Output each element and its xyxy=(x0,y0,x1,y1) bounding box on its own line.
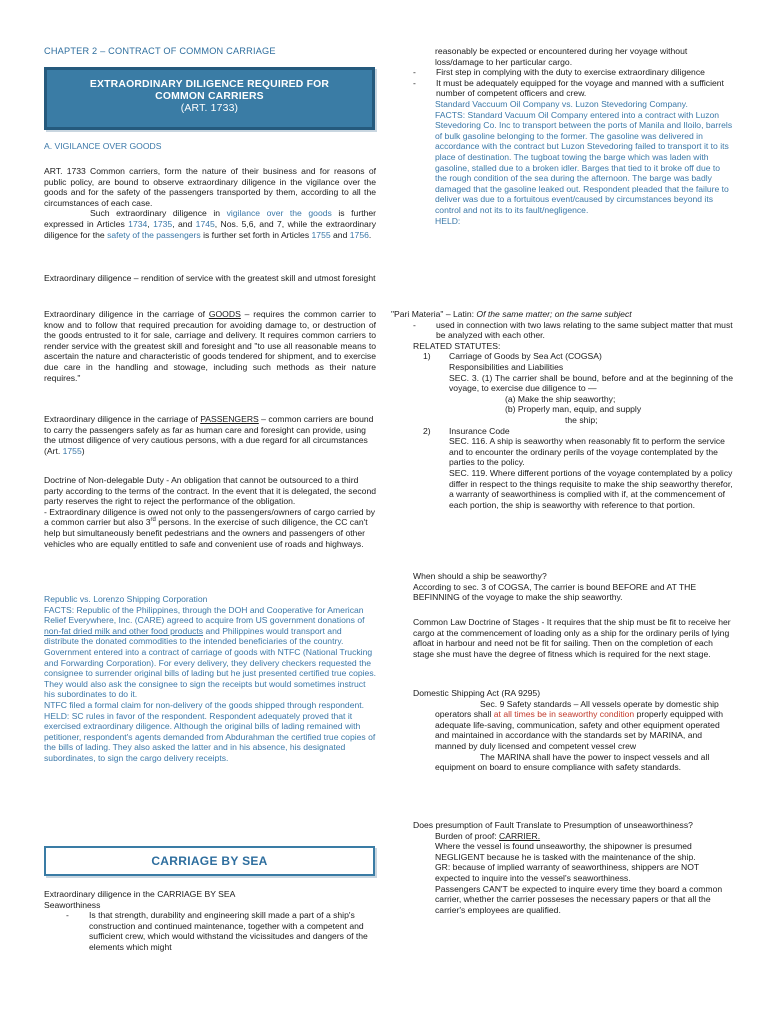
cogsa-sec-3b: (b) Properly man, equip, and supply xyxy=(505,404,642,415)
non-delegable-definition: Doctrine of Non-delegable Duty - An obligation that cannot be outsourced to a third party according to the terms of the contract. In the event that it is delegated, the second party reserves the right to reject the performance of the obligation. xyxy=(44,475,377,507)
cogsa-title: Carriage of Goods by Sea Act (COGSA) xyxy=(449,351,602,362)
case-standard-vaccuum xyxy=(391,99,733,226)
carrier-term: CARRIER. xyxy=(499,830,541,841)
bullet-first-step: - First step in complying with the duty to exercise extraordinary diligence xyxy=(391,67,733,78)
text-run: , Nos. 5,6, and 7, while the extraordinary diligence for the xyxy=(44,218,376,240)
seaworthiness-heading: Seaworthiness xyxy=(44,899,101,910)
text-run: Such extraordinary diligence in xyxy=(90,208,227,219)
when-seaworthy-question: When should a ship be seaworthy? xyxy=(413,571,547,581)
carriage-by-sea-heading: CARRIAGE BY SEA xyxy=(44,846,375,876)
text-run: is further expressed in Articles xyxy=(44,208,376,229)
when-seaworthy-section xyxy=(391,571,733,603)
chapter-heading: CHAPTER 2 – CONTRACT OF COMMON CARRIAGE xyxy=(44,46,276,56)
title-line-1: EXTRAORDINARY DILIGENCE REQUIRED FOR xyxy=(89,79,330,90)
safety-passengers-link[interactable]: safety of the passengers xyxy=(107,229,201,240)
text-run: Burden of proof: xyxy=(435,830,500,841)
article-1735-link[interactable]: 1735 xyxy=(153,218,173,229)
related-statutes-heading: RELATED STATUTES: xyxy=(413,340,501,351)
insurance-code-title: Insurance Code xyxy=(449,425,510,436)
text-run: . xyxy=(368,229,372,240)
bullet-equipped: - It must be adequately equipped for the voyage and manned with a sufficient number of competent officers and crew. xyxy=(391,78,733,99)
text-run: and Philippines would transport and distribute the donated commodities to the intended beneficiaries of the country. xyxy=(44,625,344,647)
carriage-by-sea-section xyxy=(44,889,376,953)
seaworthiness-continued: reasonably be expected or encountered during her voyage without loss/damage to her particular cargo. xyxy=(435,46,688,67)
text-run: - Extraordinary diligence is owed not only to the passengers/owners of cargo carried by a common carrier but also 3 xyxy=(44,506,376,528)
seaworthy-condition-highlight: at all times be in seaworthy condition xyxy=(493,709,635,720)
text-run: Sec. 9 Safety standards – All vessels operate by domestic ship operators shall xyxy=(435,698,719,720)
text-run: persons. In the exercise of such diligence, the CC can't help but simultaneously benefit pedestrians and the owners and passengers of other vehicles who are equally entitled to safe and convenient use of roads and highways. xyxy=(44,517,368,549)
insurance-sec-119: SEC. 119. Where different portions of the voyage contemplated by a policy differ in respect to the things requisite to make the ship seaworthy therefor, a warranty of seaworthiness is complied with if, at the commencement of each portion, the ship is seaworthy with reference to that portion. xyxy=(449,467,733,510)
when-seaworthy-answer: According to sec. 3 of COGSA, The carrier is bound BEFORE and AT THE BEFINNING of the voyage to make the ship seaworthy. xyxy=(413,581,697,603)
pari-materia-bullet: - used in connection with two laws relating to the same subject matter that must be analyzed with each other. xyxy=(391,320,733,341)
article-1755-link[interactable]: 1755 xyxy=(311,229,331,240)
further-expressed-paragraph xyxy=(44,208,376,240)
right-column-top xyxy=(391,46,733,226)
text-run: Extraordinary diligence in the carriage of xyxy=(44,414,201,424)
passengers-note: Passengers CAN'T be expected to inquire every time they board a common carrier, whether the carrier posseses the necessary papers or that all the carrier's employees are qualified. xyxy=(435,883,723,915)
text-run: non-fat dried milk and other food products xyxy=(44,625,204,636)
text-run: , xyxy=(147,218,154,229)
domestic-shipping-act-title: Domestic Shipping Act (RA 9295) xyxy=(413,688,541,698)
article-1756-link[interactable]: 1756 xyxy=(349,229,369,240)
title-line-2: COMMON CARRIERS xyxy=(155,90,264,102)
text-run: – requires the common carrier to know and to follow that required precaution for avoiding damage to, or destruction of the goods entrusted to it for sale, carriage and delivery. It requires common carriers to render service with the greatest skill and foresight and "to use all reasonable means to ascertain the nature and characteristic of goods tendered for shipment, and to exercise due care in the handling and stowage, including such methods as their nature requires." xyxy=(44,309,376,383)
insurance-sec-116: SEC. 116. A ship is seaworthy when reasonably fit to perform the service and to encounter the ordinary perils of the voyage contemplated by the parties to the policy. xyxy=(449,436,725,468)
case-held: HELD: xyxy=(435,215,461,226)
presumption-question: Does presumption of Fault Translate to Presumption of unseaworthiness? xyxy=(413,820,693,830)
text-run: is further set forth in Articles xyxy=(200,229,312,240)
section-a-heading: A. VIGILANCE OVER GOODS xyxy=(44,141,162,151)
case-held: HELD: SC rules in favor of the respondent. Respondent adequately proved that it exercised extraordinary diligence. Although the original bills of lading remained with petitioner, respondent's agents demanded from Abdurahman the certified true copies of the bills of lading. They also asked the latter and in his absence, his designated subordinates, to sign the cargo delivery receipts. xyxy=(44,710,376,763)
extraordinary-diligence-definition: Extraordinary diligence – rendition of service with the greatest skill and utmost foresight xyxy=(44,273,376,283)
text-run: "Pari Materia" – Latin: xyxy=(391,309,477,319)
text-run: FACTS: Republic of the Philippines, through the DOH and Cooperative for American Relief Everywhere, Inc. (CARE) agreed to acquire from US government donations of xyxy=(44,604,365,626)
case-claim: NTFC filed a formal claim for non-delivery of the goods shipped through respondent. xyxy=(44,699,365,710)
article-1755-link[interactable]: 1755 xyxy=(62,445,82,456)
sec-9-safety-standards xyxy=(413,699,733,752)
superscript: rd xyxy=(150,517,156,524)
cogsa-subtitle: Responsibilities and Liabilities xyxy=(449,361,564,372)
statute-cogsa xyxy=(391,351,733,425)
list-number: 2) xyxy=(423,425,431,436)
text-run: properly equipped with adequate life-saving, communication, safety and other equipment operated and maintained in accordance with the standards set by MARINA, and manned by duly licensed and competent vessel crew xyxy=(435,709,724,751)
third-persons-note xyxy=(44,507,376,549)
unseaworthy-presumption: Where the vessel is found unseaworthy, the shipowner is presumed NEGLIGENT because he is tasked with the maintenance of the ship. xyxy=(435,841,696,862)
case-facts-continued: Government entered into a contract of carriage of goods with NTFC (National Trucking and Forwarding Corporation). For every delivery, they delivery checkers requested the consignee to surrender original bills of lading but he just presented certified true copies. They would also ask the consignee to sign the receipts but would sometimes instruct his subordinates to do it. xyxy=(44,646,377,700)
case-republic-vs-lorenzo xyxy=(44,594,376,764)
case-facts: FACTS: Standard Vacuum Oil Company entered into a contract with Luzon Stevedoring Co. Inc to transport between the ports of Manila and Iloilo, barrels of bulk gasoline belonging to the former. The gasoline was delivered in accordance with the contract but Luzon Stevedoring failed to transport it to its place of destination. The tugboat towing the barge which was laden with gasoline, stalled due to a broken idler. Barges that tied to it broke off due to the rough condition of the sea during the afternoon. The barge was badly damaged that the gasoline leaked out. Respondent pleaded that the failure to deliver was due to a fortuitous event/caused by circumstances beyond its control and not its to its fault/negligence. xyxy=(435,109,733,215)
art-1733-paragraph xyxy=(44,166,376,240)
goods-term: GOODS xyxy=(208,309,241,319)
art-1733-text: ART. 1733 Common carriers, form the nature of their business and for reasons of public policy, are bound to observe extraordinary diligence in the vigilance over the goods and for the safety of the passengers transported by them, according to all the circumstances of each case. xyxy=(44,166,376,208)
burden-of-proof xyxy=(413,831,733,842)
carriage-sea-line: Extraordinary diligence in the CARRIAGE BY SEA xyxy=(44,889,236,899)
cogsa-sec-3a: (a) Make the ship seaworthy; xyxy=(505,393,616,404)
marina-power: The MARINA shall have the power to inspect vessels and all equipment on board to ensure compliance with safety standards. xyxy=(435,751,710,773)
article-1745-link[interactable]: 1745 xyxy=(195,218,215,229)
doctrine-of-stages: Common Law Doctrine of Stages - It requires that the ship must be fit to receive her cargo at the commencement of loading only as a ship for the ordinary perils of lying afloat in harbour and need not be fit for sailing. Then on the completion of each stage she must have the degree of fitness which is required for the next stage. xyxy=(413,617,731,659)
statute-insurance-code xyxy=(391,426,733,511)
goods-paragraph xyxy=(44,309,376,383)
seaworthiness-definition: - Is that strength, durability and engineering skill made a part of a ship's construction and continued maintenance, together with a competent and sufficient crew, which would withstand the vicissitudes and dangers of the elements which might xyxy=(44,910,376,952)
list-number: 1) xyxy=(423,351,431,362)
case-title: Standard Vaccuum Oil Company vs. Luzon Stevedoring Company. xyxy=(435,98,688,109)
passengers-term: PASSENGERS xyxy=(200,414,259,424)
presumption-section xyxy=(391,820,733,915)
text-run: Of the same matter; on the same subject xyxy=(476,309,632,319)
pari-materia-section xyxy=(391,309,733,510)
passengers-paragraph xyxy=(44,414,376,456)
general-rule: GR: because of implied warranty of seaworthiness, shippers are NOT expected to inquire into the vessel's seaworthiness. xyxy=(435,862,699,883)
vigilance-link[interactable]: vigilance over the goods xyxy=(226,208,332,219)
text-run: ) xyxy=(81,445,85,456)
non-delegable-duty-paragraph xyxy=(44,475,376,549)
pari-materia-definition xyxy=(391,309,733,320)
domestic-shipping-section xyxy=(391,688,733,773)
case-title: Republic vs. Lorenzo Shipping Corporation xyxy=(44,594,208,604)
text-run: – common carriers are bound to carry the passengers safely as far as human care and foresight can provide, using the utmost diligence of very cautious persons, with a due regard for all circumstances (Art. xyxy=(44,414,374,456)
cogsa-sec-3b-continued: the ship; xyxy=(565,414,598,425)
title-box xyxy=(44,67,375,130)
text-run: Extraordinary diligence in the carriage of xyxy=(44,309,209,319)
text-run: and xyxy=(330,229,350,240)
title-article: (ART. 1733) xyxy=(180,102,239,114)
case-facts xyxy=(44,605,376,647)
article-1734-link[interactable]: 1734 xyxy=(128,218,148,229)
cogsa-sec-3: SEC. 3. (1) The carrier shall be bound, before and at the beginning of the voyage, to exercise due diligence to — xyxy=(449,372,733,394)
text-run: , and xyxy=(172,218,196,229)
